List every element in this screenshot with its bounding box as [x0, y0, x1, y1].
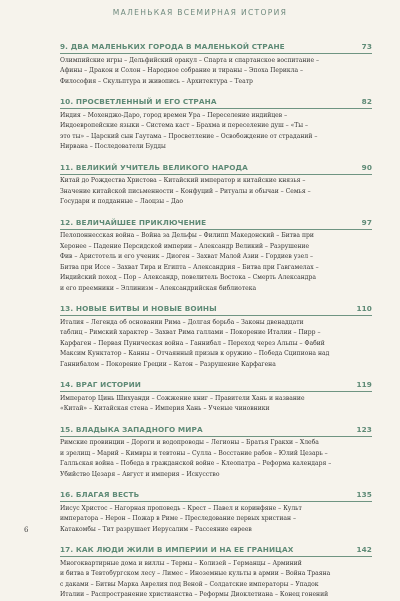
section-spacer	[60, 294, 372, 304]
chapter-divider	[60, 174, 372, 175]
chapter-topics-line: и зрелищ – Марий – Кимвры и тевтоны – Сулла – Восстание рабов – Юлий Цезарь –	[60, 449, 328, 457]
toc-section	[60, 42, 372, 87]
chapter-divider	[60, 315, 372, 316]
chapter-divider	[60, 556, 372, 557]
chapter-topics-line: Индоевропейские языки – Система каст – Брахма и переселение душ – «Ты –	[60, 122, 309, 129]
chapter-topics-line: таблиц – Римский характер – Захват Рима галлами – Покорение Италии – Пирр –	[60, 329, 321, 336]
section-spacer	[60, 153, 372, 163]
chapter-page-number: 142	[356, 545, 372, 554]
chapter-page-number: 90	[361, 162, 372, 172]
toc-section	[60, 218, 372, 295]
chapter-page-number: 82	[361, 97, 372, 106]
chapter-topics-line: Император Цинь Шихуанди – Сожжение книг – Правители Хань и название	[60, 394, 305, 402]
toc-entry[interactable]	[60, 425, 372, 435]
toc-entry[interactable]	[60, 304, 372, 314]
toc-section	[60, 380, 372, 415]
chapter-divider	[60, 391, 372, 392]
chapter-topics-line: с даками – Битвы Марка Аврелия под Веной – Солдатские императоры – Упадок	[60, 580, 319, 588]
chapter-title: 15. ВЛАДЫКА ЗАПАДНОГО МИРА	[60, 424, 203, 434]
toc-entry[interactable]	[60, 163, 372, 173]
chapter-topics-line: Значение китайской письменности – Конфуций – Ритуалы и обычаи – Семья –	[60, 187, 311, 195]
toc-entry[interactable]	[60, 97, 372, 107]
page-number: 6	[24, 526, 29, 534]
toc-section	[60, 163, 372, 208]
toc-section	[60, 545, 372, 601]
toc-entry[interactable]	[60, 42, 372, 52]
chapter-page-number: 135	[356, 490, 372, 499]
chapter-topics-line: Катакомбы – Тит разрушает Иерусалим – Рассеяние евреев	[60, 525, 252, 533]
chapter-divider	[60, 229, 372, 230]
chapter-title: 12. ВЕЛИЧАЙШЕЕ ПРИКЛЮЧЕНИЕ	[60, 217, 207, 227]
chapter-topics-line: Ганнибалом – Покорение Греции – Катон – Разрушение Карфагена	[60, 360, 276, 368]
section-spacer	[60, 535, 372, 545]
chapter-topics-line: Фив – Аристотель и его ученик – Диоген – Захват Малой Азии – Гордиев узел –	[60, 253, 313, 260]
chapter-page-number: 97	[361, 217, 372, 227]
chapter-page-number: 110	[356, 304, 372, 313]
chapter-topics-line: Римские провинции – Дороги и водопроводы – Легионы – Братья Гракхи – Хлеба	[60, 439, 319, 446]
chapter-topics-line: Галльская война – Победа в гражданской войне – Клеопатра – Реформа календаря –	[60, 460, 332, 467]
chapter-topics-line: Китай до Рождества Христова – Китайский император и китайские князья –	[60, 177, 306, 184]
chapter-topics-line: Государи и подданные – Лаоцзы – Дао	[60, 198, 184, 205]
chapter-topics-line: Херонее – Падение Персидской империи – Александр Великий – Разрушение	[60, 242, 310, 250]
chapter-topics-line: Карфаген – Первая Пуническая война – Ганнибал – Переход через Альпы – Фабий	[60, 339, 325, 347]
table-of-contents	[60, 42, 372, 601]
chapter-topics-line: Пелопоннесская война – Война за Дельфы – Филипп Македонский – Битва при	[60, 232, 314, 239]
chapter-topics-line: императора – Нерон – Пожар в Риме – Преследование первых христиан –	[60, 515, 297, 522]
toc-section	[60, 490, 372, 535]
chapter-divider	[60, 501, 372, 502]
chapter-title: 11. ВЕЛИКИЙ УЧИТЕЛЬ ВЕЛИКОГО НАРОДА	[60, 162, 248, 172]
chapter-page-number: 123	[356, 424, 372, 434]
chapter-title: 14. ВРАГ ИСТОРИИ	[60, 380, 142, 389]
section-spacer	[60, 370, 372, 380]
chapter-divider	[60, 436, 372, 437]
chapter-topics-line: Олимпийские игры – Дельфийский оракул – Спарта и спартанское воспитание –	[60, 56, 319, 64]
chapter-topics-line: Многоквартирные дома и виллы – Термы – Колизей – Германцы – Арминий	[60, 559, 302, 567]
chapter-title: 10. ПРОСВЕТЛЕННЫЙ И ЕГО СТРАНА	[60, 97, 217, 106]
chapter-divider	[60, 53, 372, 54]
chapter-topics-line: Индия – Мохенджо-Даро, город времен Ура – Переселение индийцев –	[60, 111, 288, 119]
chapter-topics-line: Индийский поход – Пор – Александр, повелитель Востока – Смерть Александра	[60, 274, 316, 281]
section-spacer	[60, 87, 372, 97]
running-header: МАЛЕНЬКАЯ ВСЕМИРНАЯ ИСТОРИЯ	[112, 8, 288, 17]
chapter-title: 9. ДВА МАЛЕНЬКИХ ГОРОДА В МАЛЕНЬКОЙ СТРАНЕ	[60, 42, 285, 51]
toc-entry[interactable]	[60, 545, 372, 555]
chapter-page-number: 73	[361, 42, 372, 51]
toc-section	[60, 97, 372, 153]
chapter-title: 17. КАК ЛЮДИ ЖИЛИ В ИМПЕРИИ И НА ЕЕ ГРАНИЦАХ	[60, 545, 294, 554]
chapter-topics-line: Афины – Дракон и Солон – Народное собрание и тираны – Эпоха Перикла –	[60, 67, 304, 74]
chapter-topics-line: Битва при Иссе – Захват Тира и Египта – Александрия – Битва при Гавгамелах –	[60, 263, 319, 271]
section-spacer	[60, 415, 372, 425]
section-spacer	[60, 480, 372, 490]
toc-entry[interactable]	[60, 490, 372, 500]
chapter-topics-line: Италии – Распространение христианства – Реформы Диоклетиана – Конец гонений	[60, 591, 329, 598]
toc-section	[60, 304, 372, 370]
chapter-divider	[60, 108, 372, 109]
chapter-title: 13. НОВЫЕ БИТВЫ И НОВЫЕ ВОИНЫ	[60, 304, 217, 313]
toc-section	[60, 425, 372, 481]
chapter-topics-line: Нирвана – Последователи Будды	[60, 143, 166, 150]
toc-entry[interactable]	[60, 380, 372, 390]
chapter-topics-line: Италия – Легенда об основании Рима – Долгая борьба – Законы двенадцати	[60, 318, 304, 326]
chapter-topics-line: Убийство Цезаря – Август и империя – Искусство	[60, 470, 220, 478]
toc-entry[interactable]	[60, 218, 372, 228]
chapter-topics-line: это ты» – Царский сын Гаутама – Просветление – Освобождение от страданий –	[60, 132, 318, 140]
chapter-title: 16. БЛАГАЯ ВЕСТЬ	[60, 490, 140, 499]
chapter-topics-line: «Китай» – Китайская стена – Империя Хань – Ученые чиновники	[60, 405, 270, 412]
chapter-page-number: 119	[356, 380, 372, 389]
section-spacer	[60, 208, 372, 218]
chapter-topics-line: Философия – Скульптура и живопись – Архитектура – Театр	[60, 77, 253, 85]
chapter-topics-line: Максим Кунктатор – Канны – Отчаянный призыв к оружию – Победа Сципиона над	[60, 350, 330, 357]
chapter-topics-line: и его преемники – Эллинизм – Александрийская библиотека	[60, 284, 257, 292]
chapter-topics-line: и битва в Тевтобургском лесу – Лимес – Иноземные культы в армии – Война Траяна	[60, 570, 331, 577]
chapter-topics-line: Иисус Христос – Нагорная проповедь – Крест – Павел и коринфяне – Культ	[60, 504, 302, 512]
